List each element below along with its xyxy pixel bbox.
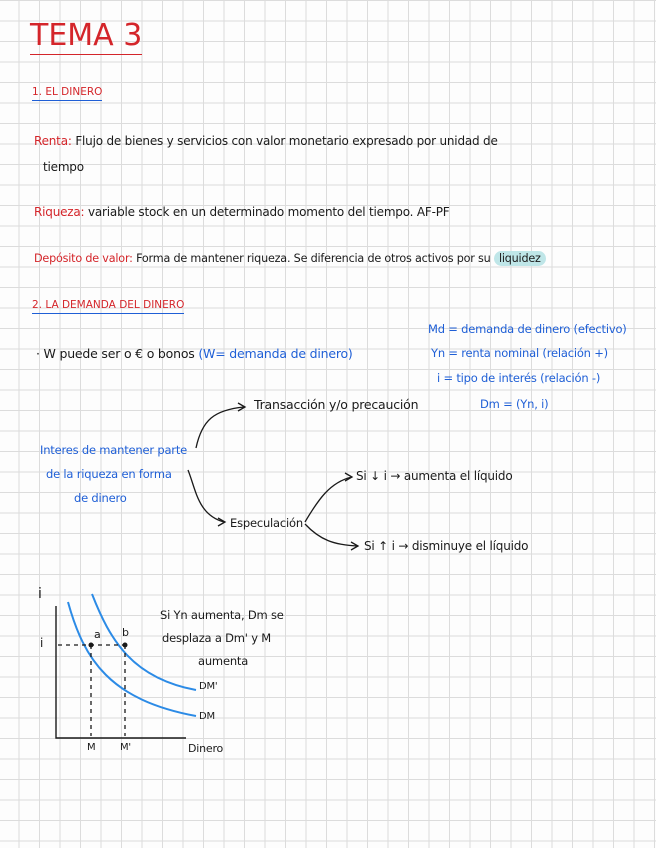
legend-md: Md = demanda de dinero (efectivo) — [428, 322, 627, 336]
w-text: · W puede ser o € o bonos — [36, 346, 195, 361]
section-1-heading-text: 1. EL DINERO — [32, 86, 102, 101]
interes-line-1: Interes de mantener parte — [40, 443, 188, 457]
point-b-marker — [123, 643, 128, 648]
renta-term: Renta: — [34, 134, 72, 148]
legend-dm: Dm = (Yn, i) — [480, 397, 549, 411]
page-title-text: TEMA 3 — [30, 18, 143, 53]
graph-note-line-2: desplaza a Dm' y M — [162, 631, 272, 645]
x-tick-m: M — [87, 742, 96, 753]
legend-i: i = tipo de interés (relación -) — [437, 371, 601, 385]
interes-line-2: de la riqueza en forma — [46, 467, 172, 481]
graph-point-a: a — [94, 628, 101, 641]
x-tick-m-prime: M' — [120, 742, 131, 753]
graph-y-axis-label: i — [38, 586, 42, 602]
curve-dm-label: DM — [199, 711, 215, 722]
branch-up-label: Si ↓ i → aumenta el líquido — [356, 469, 513, 483]
section-2-heading-text: 2. LA DEMANDA DEL DINERO — [32, 299, 184, 314]
riqueza-definition: variable stock en un determinado momento del tiempo. AF-PF — [88, 205, 450, 219]
graph-point-b: b — [122, 626, 129, 639]
liquidez-highlight: liquidez — [494, 251, 546, 266]
graph-note-line-1: Si Yn aumenta, Dm se — [160, 608, 284, 622]
riqueza-term: Riqueza: — [34, 205, 85, 219]
interes-line-3: de dinero — [74, 491, 127, 505]
legend-yn: Yn = renta nominal (relación +) — [431, 346, 608, 360]
graph-x-axis-label: Dinero — [188, 742, 224, 755]
graph-note-line-3: aumenta — [198, 654, 249, 668]
transaccion-label: Transacción y/o precaución — [254, 397, 419, 412]
point-a-marker — [89, 643, 94, 648]
w-note: (W= demanda de dinero) — [198, 346, 353, 361]
especulacion-label: Especulación — [230, 516, 303, 530]
branch-down-label: Si ↑ i → disminuye el líquido — [364, 539, 529, 553]
deposito-definition: Forma de mantener riqueza. Se diferencia de otros activos por su — [136, 252, 491, 265]
renta-definition: Flujo de bienes y servicios con valor monetario expresado por unidad de — [75, 134, 498, 148]
curve-dm-prime-label: DM' — [199, 681, 218, 692]
graph-y-tick-label: i — [40, 636, 44, 650]
deposito-term: Depósito de valor: — [34, 252, 133, 265]
renta-line-2: tiempo — [43, 160, 84, 174]
